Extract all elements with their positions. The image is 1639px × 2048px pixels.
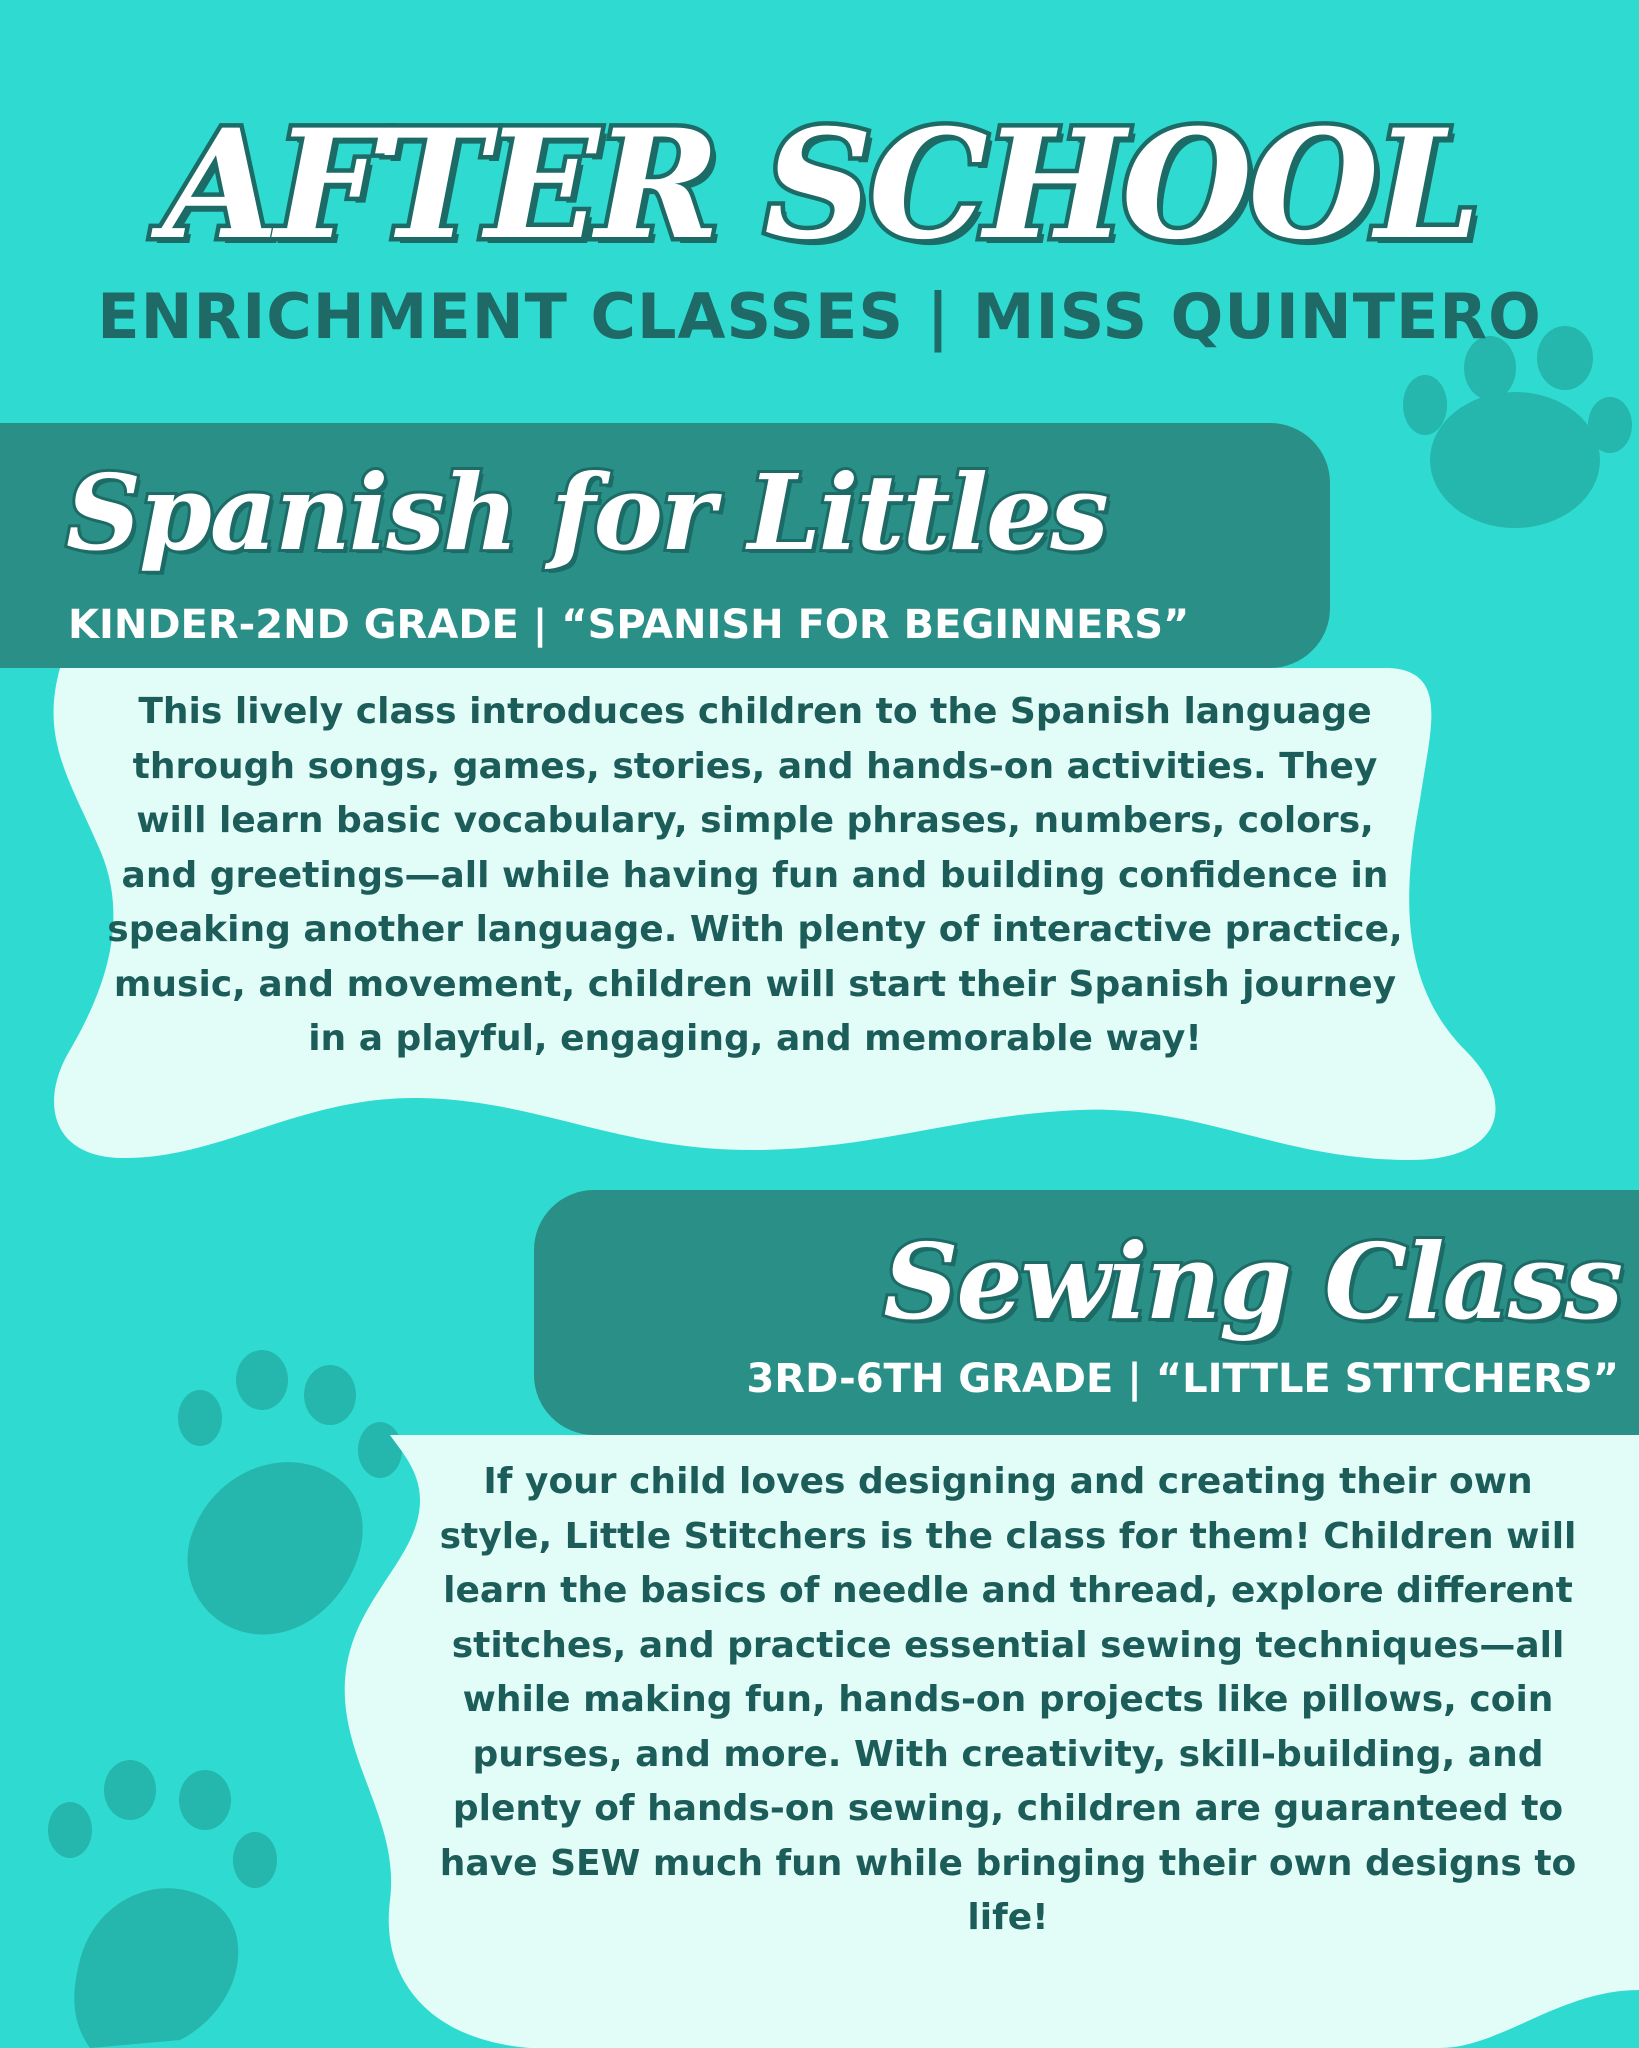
class-title-sewing: Sewing Class <box>883 1220 1621 1343</box>
class-title-spanish: Spanish for Littles <box>66 451 1107 574</box>
paw-print-icon <box>48 1760 277 2048</box>
class-grade-spanish: KINDER-2ND GRADE | “SPANISH FOR BEGINNERS” <box>68 602 1190 648</box>
class-description-sewing: If your child loves designing and creating their own style, Little Stitchers is the class for them! Children will learn the basics of needle and thread, explore different stitches, and practice essential sewing techniques—all while making fun, hands-on projects like pillows, coin purses, and more. With creativity, skill-building, and plenty of hands-on sewing, children are guaranteed to have SEW much fun while bringing their own designs to life! <box>439 1461 1577 1938</box>
class-description-spanish: This lively class introduces children to the Spanish language through songs, games, stories, and hands-on activities. They will learn basic vocabulary, simple phrases, numbers, colors, and greetings—all while having fun and building confidence in speaking another language. With plenty of interactive practice, music, and movement, children will start their Spanish journey in a playful, engaging, and memorable way! <box>107 691 1403 1059</box>
page-subtitle: ENRICHMENT CLASSES | MISS QUINTERO <box>97 280 1542 353</box>
page-title: AFTER SCHOOL <box>162 97 1477 273</box>
paw-print-icon <box>178 1350 402 1634</box>
class-grade-sewing: 3RD-6TH GRADE | “LITTLE STITCHERS” <box>746 1356 1619 1402</box>
